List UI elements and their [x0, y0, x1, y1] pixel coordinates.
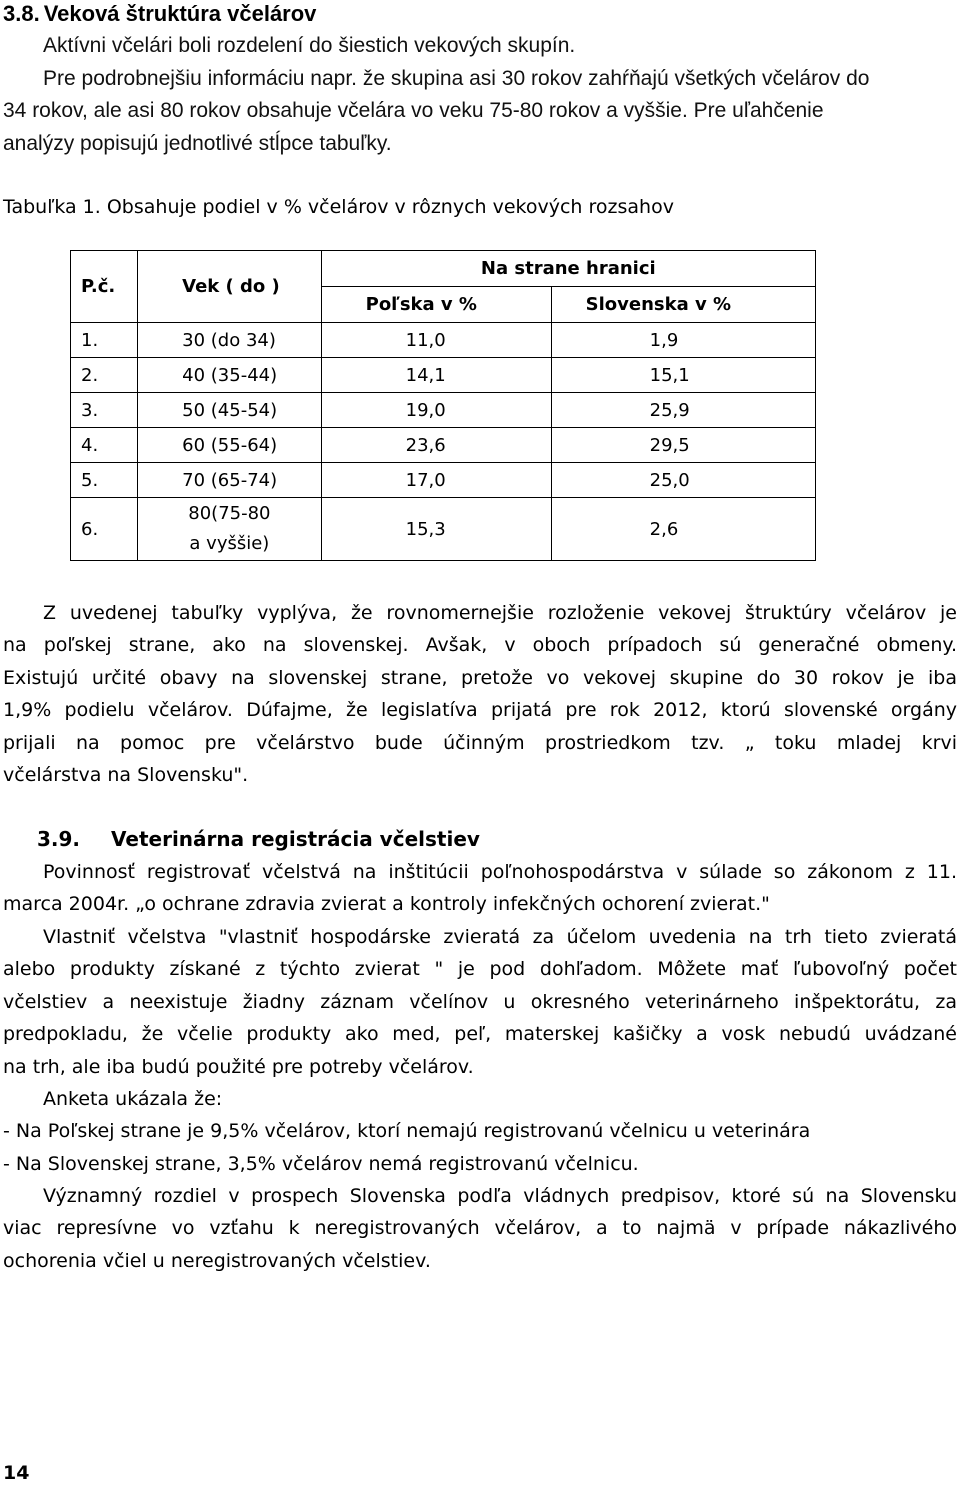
registration-paragraph: [3, 856, 957, 921]
cell-poland: 23,6: [321, 428, 551, 463]
table-row: [71, 393, 816, 428]
paragraph-line: 1,9% podielu včelárov. Dúfajme, že legislatíva prijatá pre rok 2012, ktorú slovenské orgány: [3, 699, 957, 722]
conclusion-paragraph: [3, 597, 957, 791]
cell-index: 5.: [71, 463, 138, 498]
cell-age: 50 (45-54): [138, 393, 321, 428]
table-caption: Tabuľka 1. Obsahuje podiel v % včelárov v rôznych vekových rozsahov: [3, 196, 674, 218]
cell-age: 60 (55-64): [138, 428, 321, 463]
paragraph-line: ochorenia včiel u neregistrovaných včelstiev.: [3, 1249, 431, 1272]
cell-age-line: 80(75-80: [188, 503, 271, 524]
paragraph-line: prijali na pomoc pre včelárstvo bude účinným prostriedkom tzv. „ toku mladej krvi: [3, 731, 957, 754]
cell-poland: 19,0: [321, 393, 551, 428]
cell-age: [138, 498, 321, 561]
cell-slovakia: 15,1: [551, 358, 815, 393]
cell-age: 30 (do 34): [138, 323, 321, 358]
paragraph-line: včelárstva na Slovensku".: [3, 764, 249, 787]
intro-line: 34 rokov, ale asi 80 rokov obsahuje včelára vo veku 75-80 rokov a vyššie. Pre uľahčenie: [3, 99, 824, 122]
cell-poland: 15,3: [321, 498, 551, 561]
cell-poland: 11,0: [321, 323, 551, 358]
paragraph-line: viac represívne vo vzťahu k neregistrovaných včelárov, a to najmä v prípade nákazlivého: [3, 1217, 957, 1240]
survey-intro: Anketa ukázala že:: [43, 1088, 223, 1110]
intro-line: analýzy popisujú jednotlivé stĺpce tabuľky.: [3, 131, 392, 155]
paragraph-line: marca 2004r. „o ochrane zdravia zvierat a kontroly infekčných ochorení zvierat.": [3, 893, 770, 916]
section-3-9-heading: [37, 823, 480, 855]
table-row: [71, 498, 816, 561]
cell-slovakia: 29,5: [551, 428, 815, 463]
intro-line: Pre podrobnejšiu informáciu napr. že skupina asi 30 rokov zahŕňajú všetkých včelárov do: [43, 66, 870, 90]
section-3-9-title: Veterinárna registrácia včelstiev: [111, 827, 480, 851]
ownership-paragraph: [3, 921, 957, 1083]
table-header-row: [71, 251, 816, 287]
paragraph-line: na trh, ale iba budú použité pre potreby včelárov.: [3, 1055, 474, 1078]
header-age: Vek ( do ): [138, 251, 321, 323]
cell-slovakia: 25,9: [551, 393, 815, 428]
cell-index: 4.: [71, 428, 138, 463]
paragraph-line: alebo produkty získané z týchto zvierat " je pod dohľadom. Môžete mať ľubovoľný počet: [3, 958, 957, 981]
cell-index: 6.: [71, 498, 138, 561]
cell-index: 2.: [71, 358, 138, 393]
table-row: [71, 463, 816, 498]
table-row: [71, 323, 816, 358]
cell-poland: 14,1: [321, 358, 551, 393]
header-index: P.č.: [71, 251, 138, 323]
paragraph-line: Z uvedenej tabuľky vyplýva, že rovnomernejšie rozloženie vekovej štruktúry včelárov je: [43, 602, 957, 624]
section-3-8-number: 3.8.: [3, 1, 40, 26]
header-poland: Poľska v %: [321, 287, 551, 323]
intro-line: Aktívni včelári boli rozdelení do šiestich vekových skupín.: [43, 34, 576, 57]
cell-index: 3.: [71, 393, 138, 428]
cell-slovakia: 2,6: [551, 498, 815, 561]
paragraph-line: Existujú určité obavy na slovenskej strane, pretože vo vekovej skupine do 30 rokov je iba: [3, 666, 957, 689]
section-3-8-heading: [3, 0, 316, 28]
cell-index: 1.: [71, 323, 138, 358]
survey-item: - Na Poľskej strane je 9,5% včelárov, ktorí nemajú registrovanú včelnicu u veterinára: [3, 1120, 811, 1143]
paragraph-line: Významný rozdiel v prospech Slovenska podľa vládnych predpisov, ktoré sú na Slovensku: [43, 1185, 957, 1207]
paragraph-line: včelstiev a neexistuje žiadny záznam včelínov u okresného veterinárneho inšpektorátu, za: [3, 990, 957, 1013]
table-row: [71, 428, 816, 463]
cell-age: 40 (35-44): [138, 358, 321, 393]
cell-slovakia: 25,0: [551, 463, 815, 498]
section-3-9-number: 3.9.: [37, 827, 81, 851]
header-group: Na strane hranici: [321, 251, 815, 287]
paragraph-line: Povinnosť registrovať včelstvá na inštitúcii poľnohospodárstva v súlade so zákonom z 11.: [43, 861, 957, 883]
table-row: [71, 358, 816, 393]
difference-paragraph: [3, 1180, 957, 1277]
survey-item: - Na Slovenskej strane, 3,5% včelárov nemá registrovanú včelnicu.: [3, 1152, 639, 1175]
page-number: 14: [3, 1462, 30, 1484]
header-slovakia: Slovenska v %: [551, 287, 815, 323]
cell-slovakia: 1,9: [551, 323, 815, 358]
cell-age: 70 (65-74): [138, 463, 321, 498]
survey-paragraph: [3, 1083, 957, 1180]
paragraph-line: predpokladu, že včelie produkty ako med, peľ, materskej kašičky a vosk nebudú uvádzané: [3, 1023, 957, 1046]
age-structure-table: [70, 250, 816, 561]
paragraph-line: Vlastniť včelstva "vlastniť hospodárske zvieratá za účelom uvedenia na trh tieto zvieratá: [43, 926, 957, 948]
section-3-8-intro: [3, 30, 959, 160]
cell-age-line: a vyššie): [189, 533, 270, 554]
cell-poland: 17,0: [321, 463, 551, 498]
section-3-8-title: Veková štruktúra včelárov: [43, 1, 317, 26]
paragraph-line: na poľskej strane, ako na slovenskej. Avšak, v oboch prípadoch sú generačné obmeny.: [3, 634, 957, 657]
